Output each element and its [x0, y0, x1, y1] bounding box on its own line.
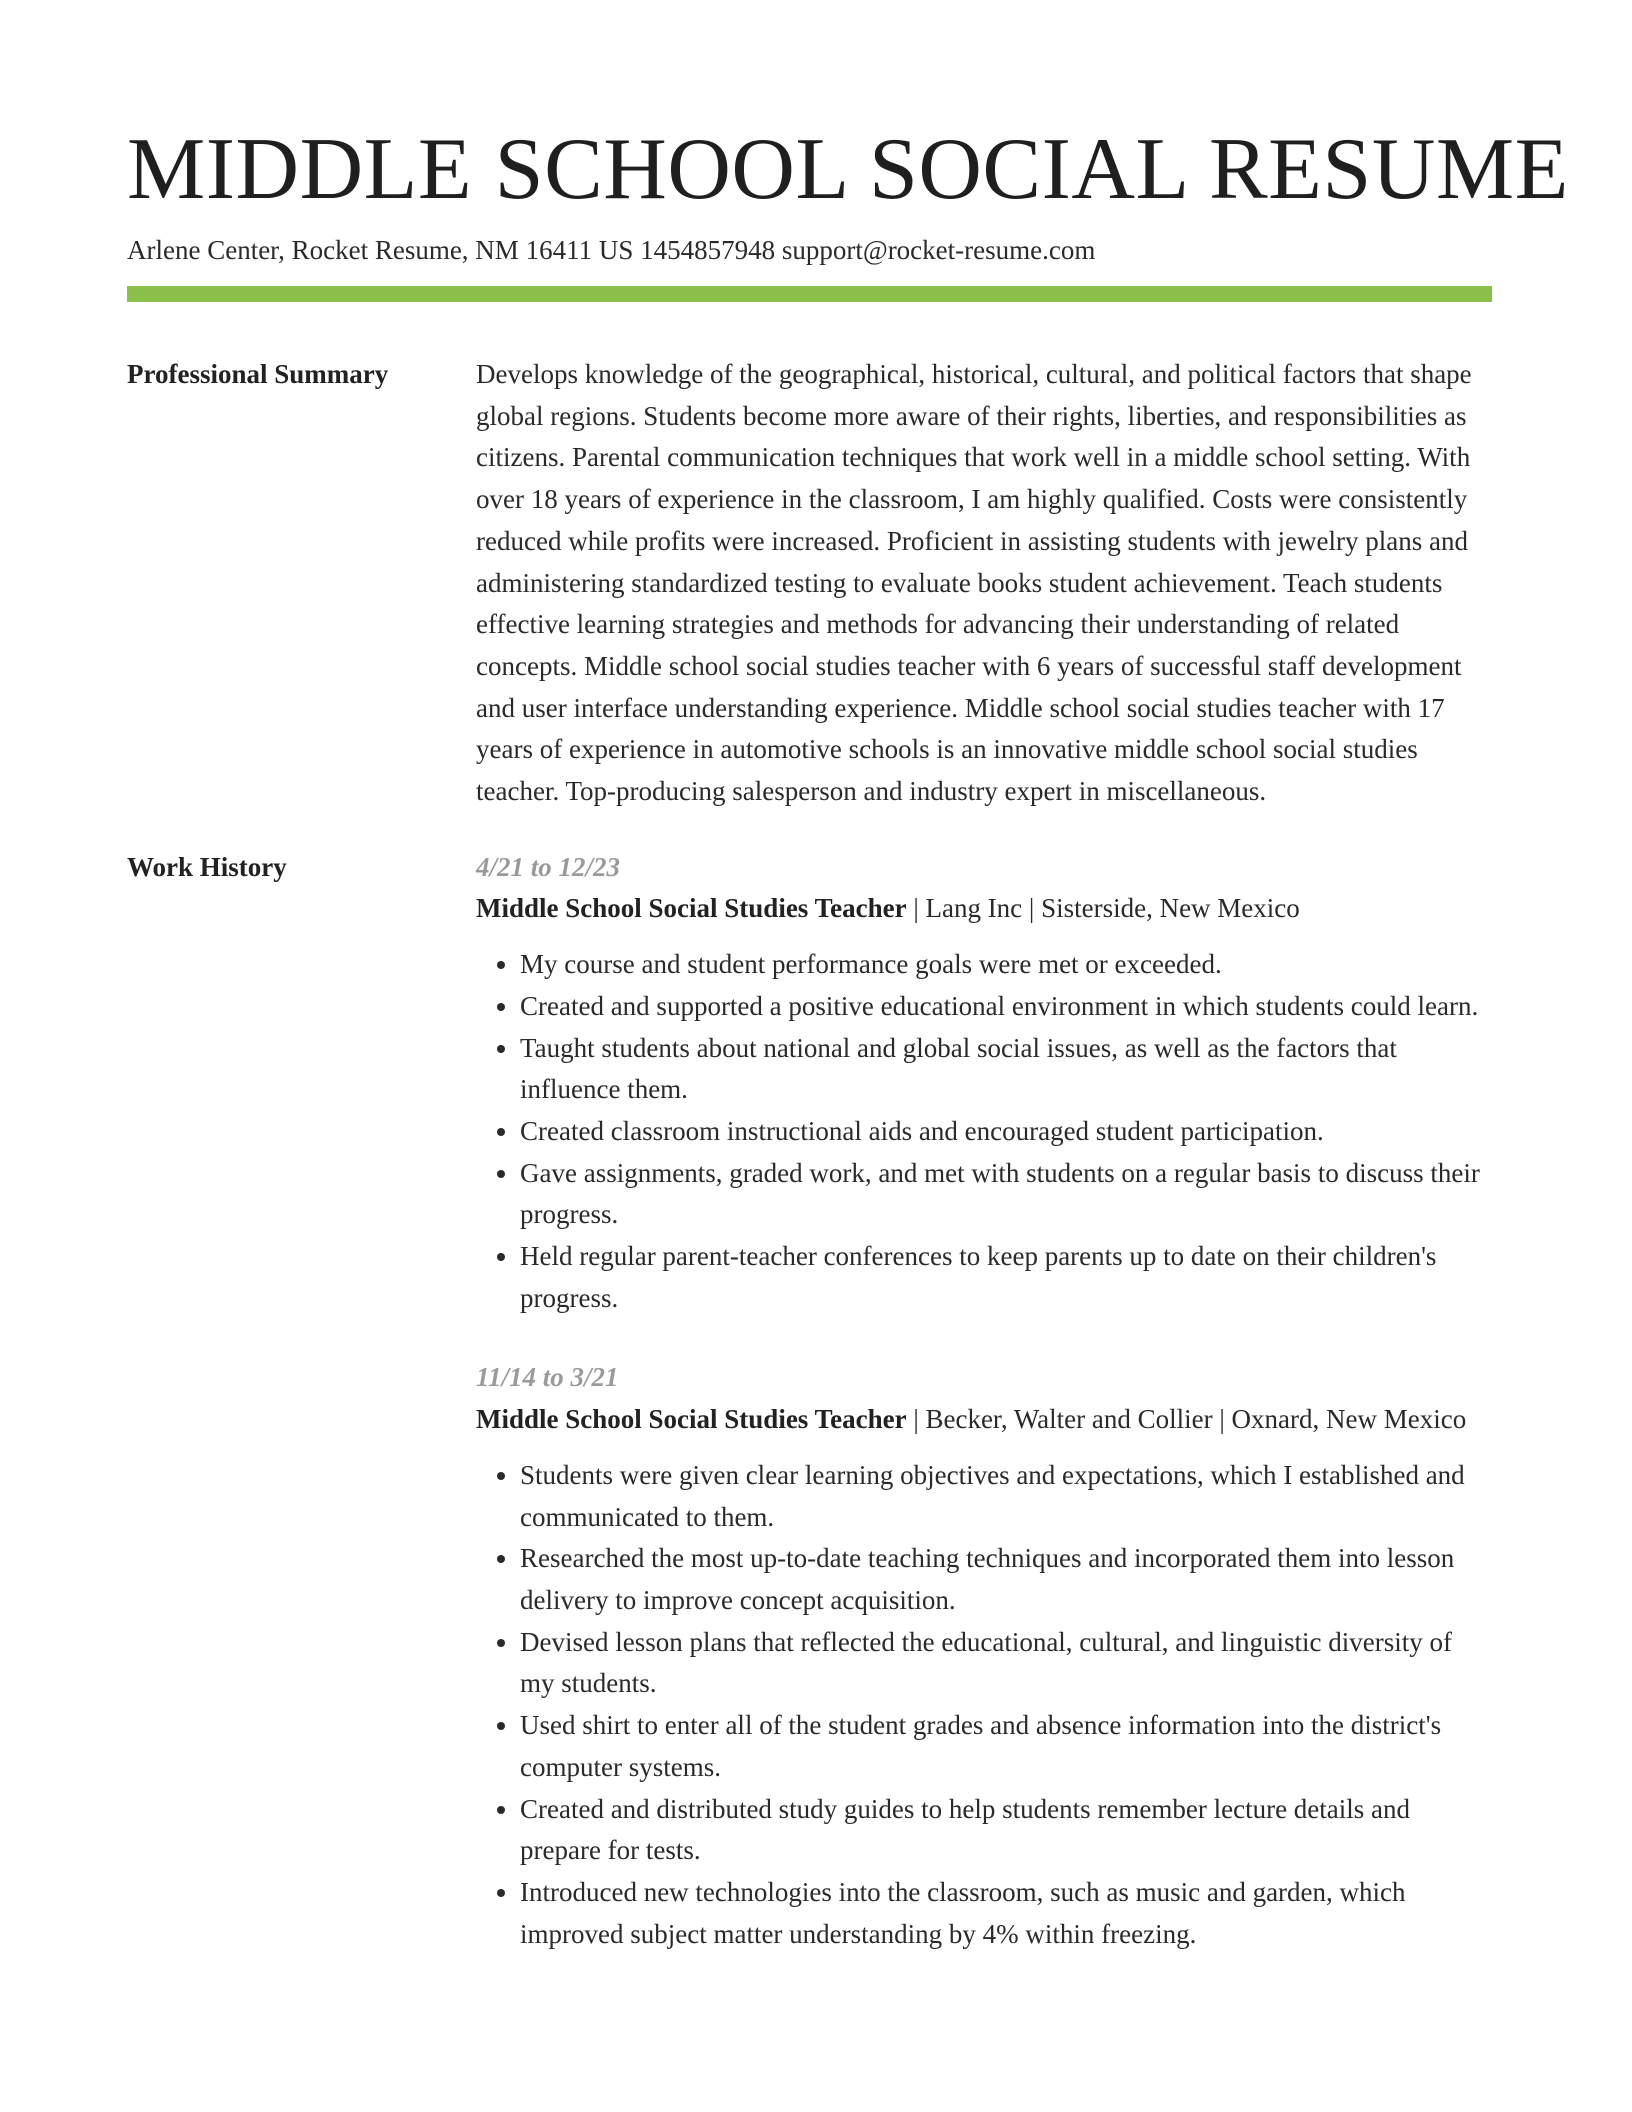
- duty-item: • Created and distributed study guides to help students remember lecture details and prepare for tests.: [520, 1789, 1492, 1872]
- job-details: | Becker, Walter and Collier | Oxnard, New Mexico: [906, 1404, 1467, 1435]
- job-title: Middle School Social Studies Teacher: [476, 1404, 907, 1435]
- job-details: | Lang Inc | Sisterside, New Mexico: [906, 893, 1300, 924]
- duty-item: • Introduced new technologies into the classroom, such as music and garden, which improved subject matter understanding by 4% within freezing.: [520, 1872, 1492, 1955]
- work-content: [476, 847, 1492, 1994]
- summary-text: Develops knowledge of the geographical, historical, cultural, and political factors that shape global regions. Students become more aware of their rights, liberties, and responsibilities as citizens. Parental communication techniques that work well in a middle school setting. With over 18 years of experience in the classroom, I am highly qualified. Costs were consistently reduced while profits were increased. Proficient in assisting students with jewelry plans and administering standardized testing to evaluate books student achievement. Teach students effective learning strategies and methods for advancing their understanding of related concepts. Middle school social studies teacher with 6 years of successful staff development and user interface understanding experience. Middle school social studies teacher with 17 years of experience in automotive schools is an innovative middle school social studies teacher. Top-producing salesperson and industry expert in miscellaneous.: [476, 359, 1472, 807]
- resume-page: [127, 120, 1569, 1993]
- duty-item: • Devised lesson plans that reflected the educational, cultural, and linguistic diversity of my students.: [520, 1622, 1492, 1705]
- duty-item: • Used shirt to enter all of the student grades and absence information into the district's computer systems.: [520, 1705, 1492, 1788]
- duty-item: • Created and supported a positive educational environment in which students could learn.: [520, 986, 1492, 1028]
- section-label-work: Work History: [127, 851, 287, 882]
- job-entry: [476, 1357, 1492, 1955]
- work-history-section: [127, 847, 1492, 1994]
- duty-item: • Students were given clear learning objectives and expectations, which I established and communicated to them.: [520, 1455, 1492, 1538]
- job-entry: [476, 847, 1492, 1320]
- duty-item: • Researched the most up-to-date teaching techniques and incorporated them into lesson delivery to improve concept acquisition.: [520, 1538, 1492, 1621]
- resume-title: MIDDLE SCHOOL SOCIAL RESUME: [127, 121, 1569, 218]
- job-dates: 11/14 to 3/21: [476, 1362, 619, 1393]
- duty-item: • Held regular parent-teacher conferences to keep parents up to date on their children's progress.: [520, 1236, 1492, 1319]
- duty-item: • My course and student performance goals were met or exceeded.: [520, 944, 1492, 986]
- job-title: Middle School Social Studies Teacher: [476, 893, 907, 924]
- summary-content: [476, 354, 1492, 813]
- job-duties: [476, 944, 1492, 1319]
- duty-item: • Gave assignments, graded work, and met with students on a regular basis to discuss their progress.: [520, 1153, 1492, 1236]
- duty-item: • Taught students about national and global social issues, as well as the factors that influence them.: [520, 1028, 1492, 1111]
- contact-line: Arlene Center, Rocket Resume, NM 16411 US 1454857948 support@rocket-resume.com: [127, 235, 1096, 265]
- section-label-summary: Professional Summary: [127, 359, 389, 389]
- job-dates: 4/21 to 12/23: [476, 851, 621, 882]
- job-heading: [476, 888, 1492, 930]
- professional-summary-section: [127, 354, 1492, 813]
- duty-item: • Created classroom instructional aids and encouraged student participation.: [520, 1111, 1492, 1153]
- accent-divider: [127, 286, 1492, 302]
- job-duties: [476, 1455, 1492, 1955]
- job-heading: [476, 1399, 1492, 1441]
